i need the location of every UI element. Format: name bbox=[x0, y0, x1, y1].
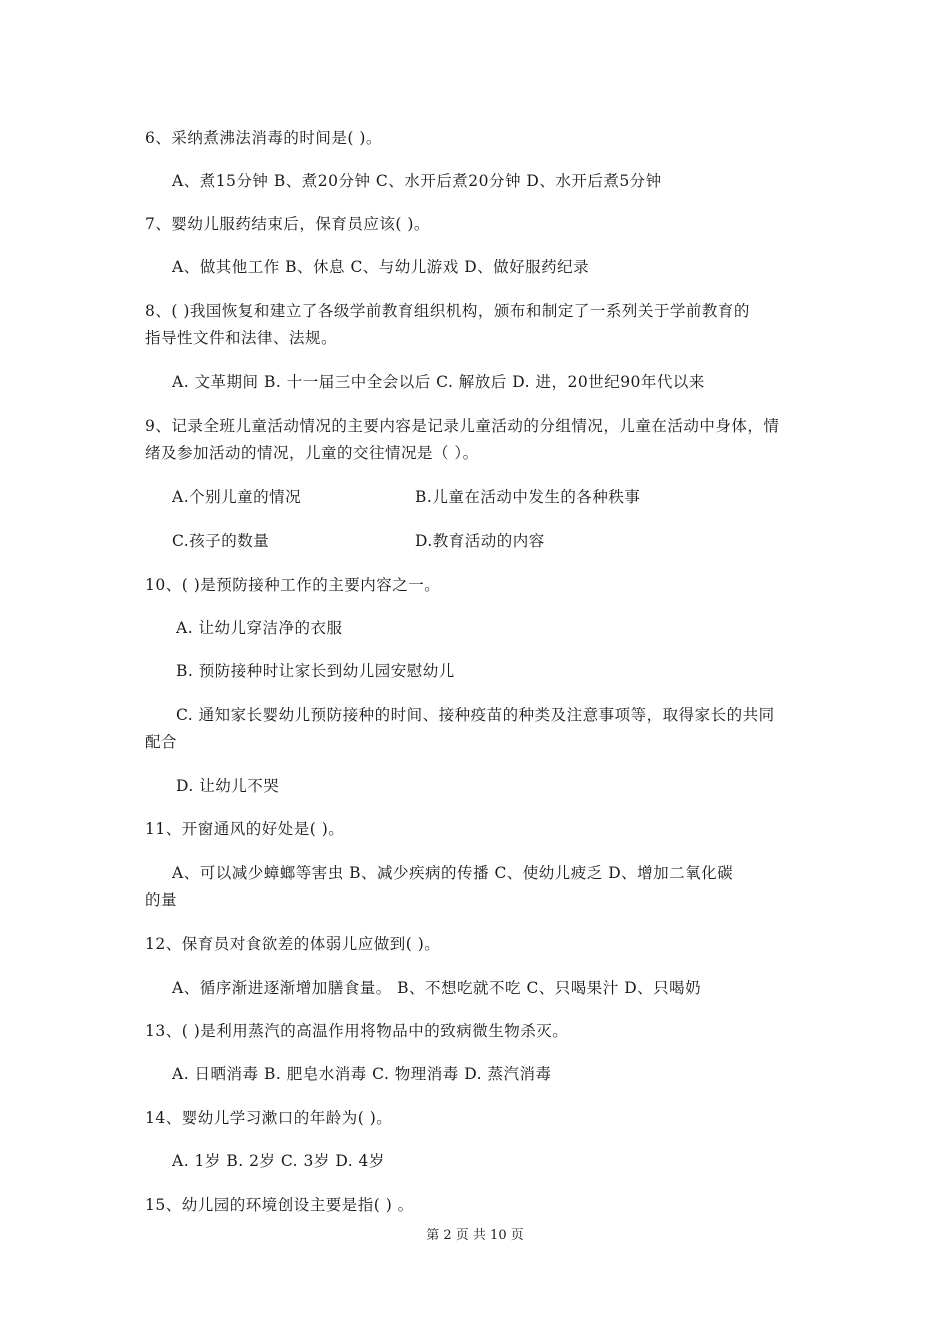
question-8-stem-line1: 8、( )我国恢复和建立了各级学前教育组织机构，颁布和制定了一系列关于学前教育的 bbox=[145, 302, 750, 320]
question-8-stem-line2: 指导性文件和法律、法规。 bbox=[145, 329, 338, 347]
question-6-stem: 6、采纳煮沸法消毒的时间是( )。 bbox=[145, 129, 382, 147]
question-13-options: A. 日晒消毒 B. 肥皂水消毒 C. 物理消毒 D. 蒸汽消毒 bbox=[172, 1065, 552, 1083]
question-11-options-line2: 的量 bbox=[145, 891, 178, 909]
question-9-stem-line1: 9、记录全班儿童活动情况的主要内容是记录儿童活动的分组情况，儿童在活动中身体，情 bbox=[145, 417, 780, 435]
question-6-options: A、煮15分钟 B、煮20分钟 C、水开后煮20分钟 D、水开后煮5分钟 bbox=[172, 172, 662, 190]
question-12-options: A、循序渐进逐渐增加膳食量。 B、不想吃就不吃 C、只喝果汁 D、只喝奶 bbox=[172, 979, 702, 997]
question-8-options: A. 文革期间 B. 十一届三中全会以后 C. 解放后 D. 进，20世纪90年代以来 bbox=[172, 373, 705, 391]
question-9-option-b: B.儿童在活动中发生的各种秩事 bbox=[415, 488, 641, 506]
question-10-option-b: B. 预防接种时让家长到幼儿园安慰幼儿 bbox=[176, 662, 455, 680]
question-11-stem: 11、开窗通风的好处是( )。 bbox=[145, 820, 345, 838]
page-number-footer: 第 2 页 共 10 页 bbox=[426, 1228, 524, 1243]
question-14-stem: 14、婴幼儿学习漱口的年龄为( )。 bbox=[145, 1109, 393, 1127]
question-9-option-d: D.教育活动的内容 bbox=[415, 532, 545, 550]
question-10-option-c-line2: 配合 bbox=[145, 733, 178, 751]
question-7-stem: 7、婴幼儿服药结束后，保育员应该( )。 bbox=[145, 215, 430, 233]
question-9-stem-line2: 绪及参加活动的情况，儿童的交往情况是（ ）。 bbox=[145, 444, 479, 462]
question-13-stem: 13、( )是利用蒸汽的高温作用将物品中的致病微生物杀灭。 bbox=[145, 1022, 569, 1040]
question-14-options: A. 1岁 B. 2岁 C. 3岁 D. 4岁 bbox=[172, 1152, 385, 1170]
question-11-options-line1: A、可以减少蟑螂等害虫 B、减少疾病的传播 C、使幼儿疲乏 D、增加二氧化碳 bbox=[172, 864, 734, 882]
question-7-options: A、做其他工作 B、休息 C、与幼儿游戏 D、做好服药纪录 bbox=[172, 258, 590, 276]
question-15-stem: 15、幼儿园的环境创设主要是指( ) 。 bbox=[145, 1196, 414, 1214]
question-12-stem: 12、保育员对食欲差的体弱儿应做到( )。 bbox=[145, 935, 441, 953]
question-10-option-c-line1: C. 通知家长婴幼儿预防接种的时间、接种疫苗的种类及注意事项等，取得家长的共同 bbox=[176, 706, 775, 724]
question-10-stem: 10、( )是预防接种工作的主要内容之一。 bbox=[145, 576, 441, 594]
question-10-option-a: A. 让幼儿穿洁净的衣服 bbox=[176, 619, 343, 637]
question-10-option-d: D. 让幼儿不哭 bbox=[176, 777, 280, 795]
question-9-option-a: A.个别儿童的情况 bbox=[172, 488, 302, 506]
question-9-option-c: C.孩子的数量 bbox=[172, 532, 270, 550]
